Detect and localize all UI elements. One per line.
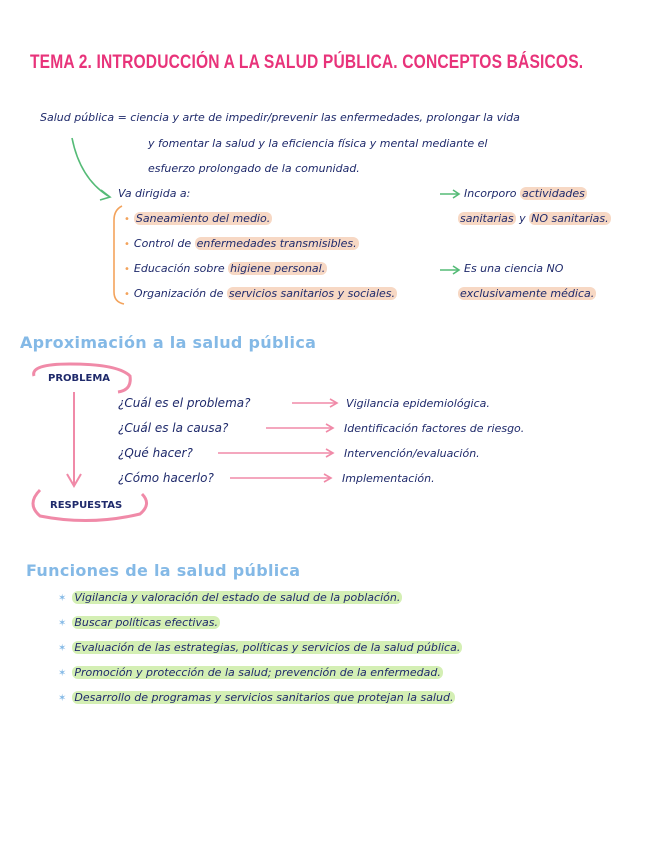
question-4: ¿Cómo hacerlo?	[118, 471, 214, 485]
star-bullet-icon: ✶	[58, 668, 67, 679]
note-1-line-1: Incorporo actividades	[464, 187, 585, 200]
star-bullet-icon: ✶	[58, 593, 67, 604]
directed-label: Va dirigida a:	[118, 187, 191, 200]
bullet-icon: •	[124, 214, 130, 225]
approach-heading: Aproximación a la salud pública	[20, 333, 317, 352]
note-1-line-2: sanitarias y NO sanitarias.	[460, 212, 609, 225]
definition-line-1: Salud pública = ciencia y arte de impedir/prevenir las enfermedades, prolongar la vida	[40, 111, 520, 124]
answer-3: Intervención/evaluación.	[344, 447, 480, 460]
note-2-line-1: Es una ciencia NO	[464, 262, 564, 275]
directed-item-4: • Organización de servicios sanitarios y sociales.	[124, 287, 396, 300]
function-item-3: ✶ Evaluación de las estrategias, políticas y servicios de la salud pública.	[58, 641, 461, 654]
question-3: ¿Qué hacer?	[118, 446, 193, 460]
function-item-4: ✶ Promoción y protección de la salud; prevención de la enfermedad.	[58, 666, 441, 679]
answers-label: RESPUESTAS	[50, 500, 123, 511]
directed-item-2: • Control de enfermedades transmisibles.	[124, 237, 357, 250]
answer-4: Implementación.	[342, 472, 435, 485]
problem-label: PROBLEMA	[48, 373, 111, 384]
answer-1: Vigilancia epidemiológica.	[346, 397, 490, 410]
definition-line-2: y fomentar la salud y la eficiencia física y mental mediante el	[148, 137, 488, 150]
function-item-1: ✶ Vigilancia y valoración del estado de salud de la población.	[58, 591, 401, 604]
function-item-2: ✶ Buscar políticas efectivas.	[58, 616, 218, 629]
bullet-icon: •	[124, 239, 130, 250]
bullet-icon: •	[124, 289, 130, 300]
bullet-icon: •	[124, 264, 130, 275]
star-bullet-icon: ✶	[58, 618, 67, 629]
star-bullet-icon: ✶	[58, 643, 67, 654]
answer-2: Identificación factores de riesgo.	[344, 422, 525, 435]
note-2-line-2: exclusivamente médica.	[460, 287, 595, 300]
definition-line-3: esfuerzo prolongado de la comunidad.	[148, 162, 360, 175]
directed-item-1: • Saneamiento del medio.	[124, 212, 271, 225]
question-2: ¿Cuál es la causa?	[118, 421, 229, 435]
question-1: ¿Cuál es el problema?	[118, 396, 251, 410]
functions-heading: Funciones de la salud pública	[26, 561, 301, 580]
page-title: TEMA 2. INTRODUCCIÓN A LA SALUD PÚBLICA. CONCEPTOS BÁSICOS.	[30, 52, 584, 73]
directed-item-3: • Educación sobre higiene personal.	[124, 262, 326, 275]
function-item-5: ✶ Desarrollo de programas y servicios sanitarios que protejan la salud.	[58, 691, 454, 704]
star-bullet-icon: ✶	[58, 693, 67, 704]
